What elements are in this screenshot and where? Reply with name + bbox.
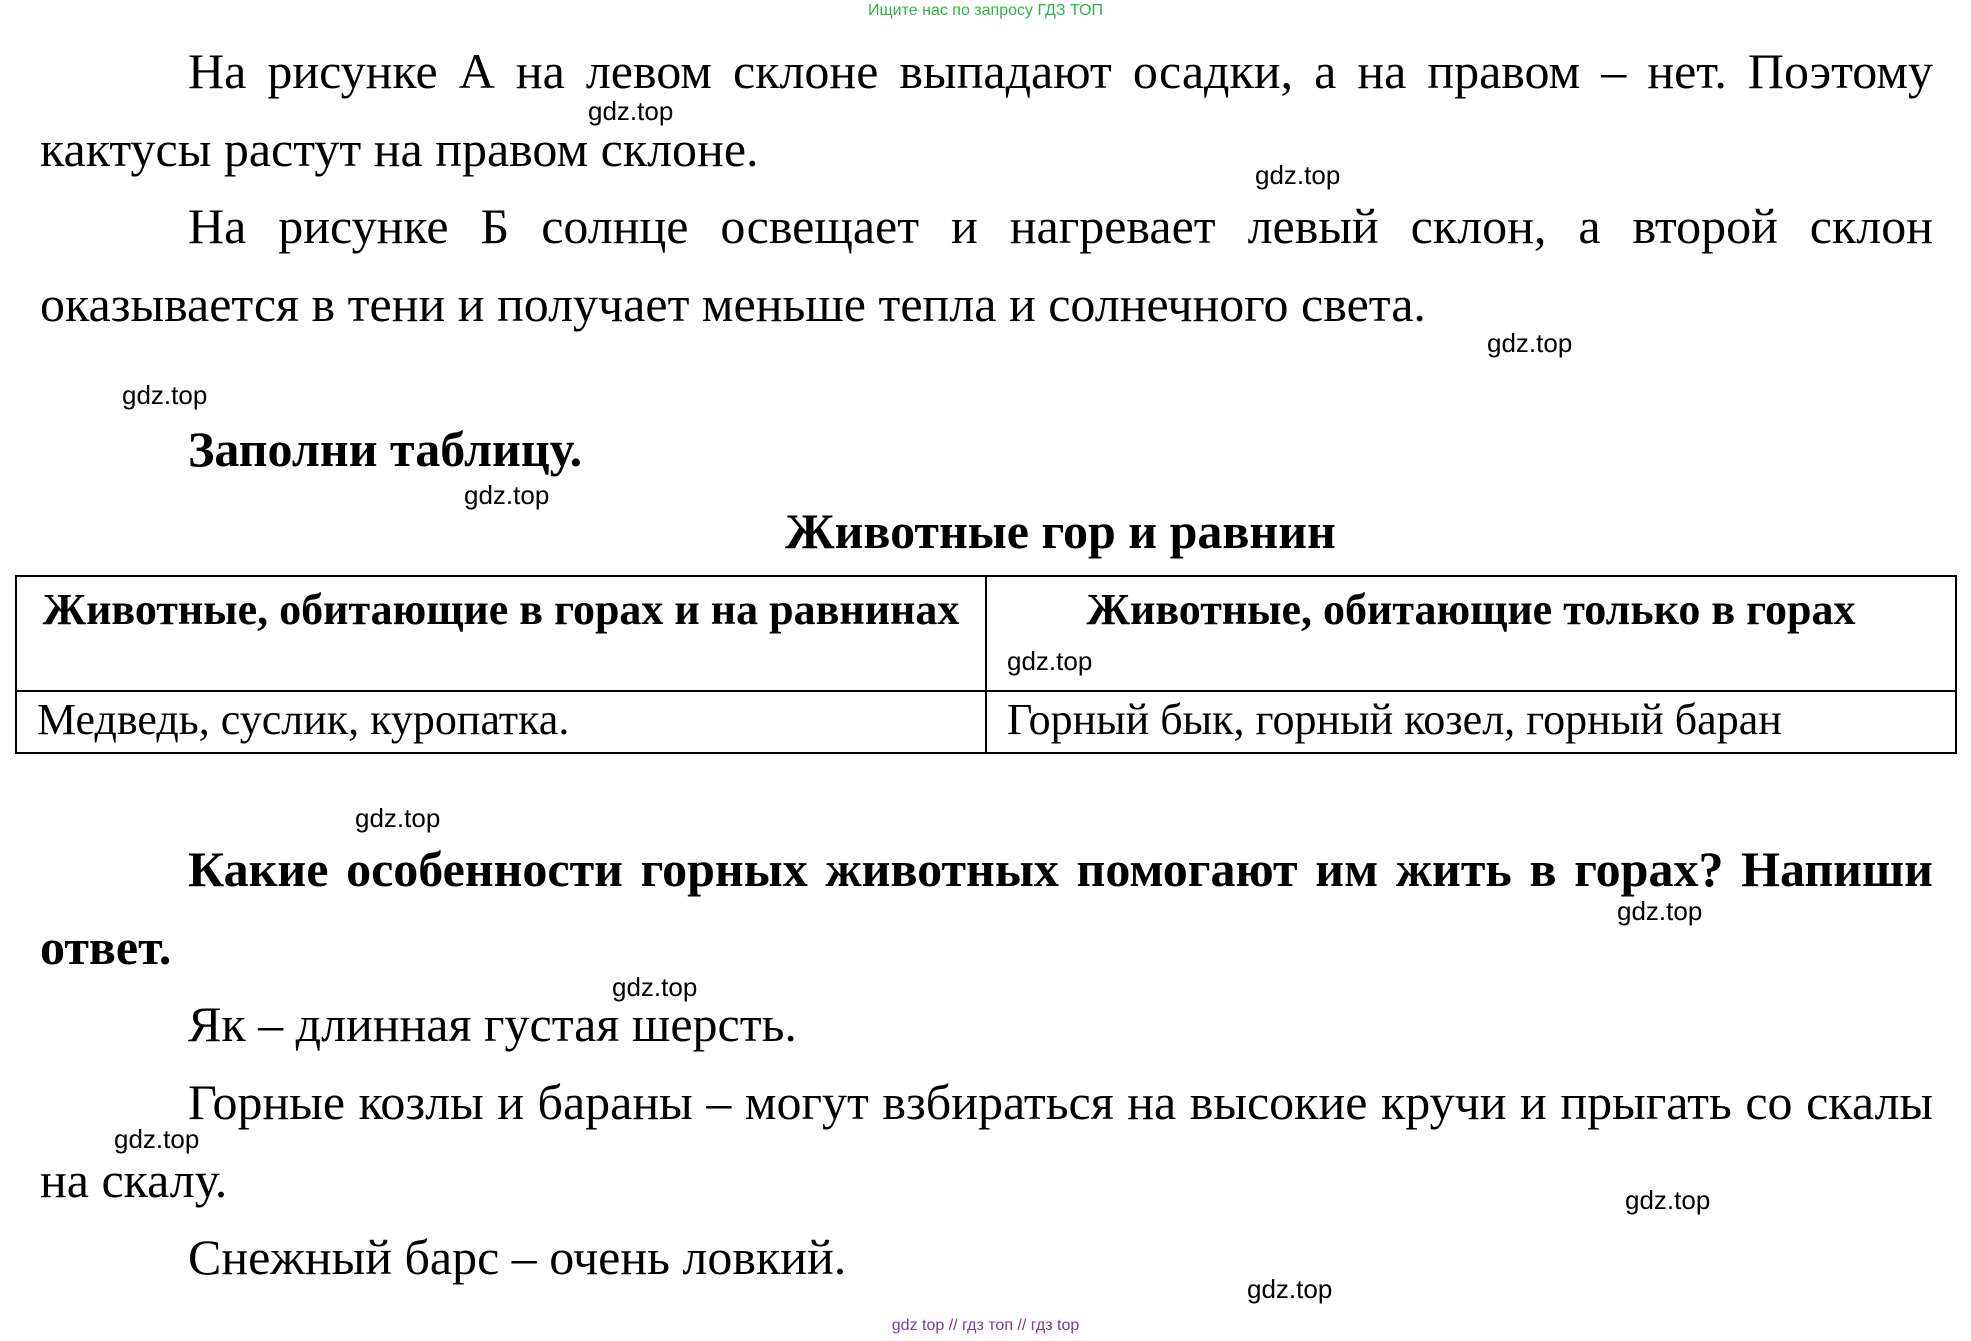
answer-yak: Як – длинная густая шерсть. (188, 996, 797, 1052)
bottom-banner: gdz top // гдз топ // гдз top (891, 1317, 1080, 1334)
watermark: gdz.top (612, 972, 698, 1002)
paragraph-figure-a: На рисунке А на левом склоне выпадают осадки, а на правом – нет. Поэтому кактусы растут на правом склоне. (40, 43, 1933, 177)
answer-goats: Горные козлы и бараны – могут взбираться на высокие кручи и прыгать со скалы на скалу. (40, 1074, 1933, 1208)
table-header-row (16, 576, 1956, 691)
watermark: gdz.top (1247, 1274, 1333, 1304)
watermark: gdz.top (1255, 160, 1341, 190)
watermark: gdz.top (1625, 1185, 1711, 1215)
answer-snow-leopard: Снежный барс – очень ловкий. (188, 1229, 847, 1285)
watermark: gdz.top (1487, 328, 1573, 358)
watermark: gdz.top (1617, 896, 1703, 926)
watermark: gdz.top (464, 480, 550, 510)
animals-table (15, 575, 1957, 754)
paragraph-figure-b: На рисунке Б солнце освещает и нагревает левый склон, а второй склон оказывается в тени и получает меньше тепла и солнечного света. (40, 198, 1933, 332)
table-header-cell: Животные, обитающие только в горах (986, 576, 1956, 691)
table-row (16, 691, 1956, 753)
watermark: gdz.top (114, 1124, 200, 1154)
top-banner: Ищите нас по запросу ГДЗ ТОП (868, 2, 1103, 19)
table-cell: Медведь, суслик, куропатка. (16, 691, 986, 753)
table-cell: Горный бык, горный козел, горный баран (986, 691, 1956, 753)
table-title: Животные гор и равнин (785, 503, 1336, 559)
watermark: gdz.top (355, 803, 441, 833)
task-fill-table-heading: Заполни таблицу. (188, 421, 583, 477)
watermark: gdz.top (1007, 646, 1093, 676)
task-question-heading: Какие особенности горных животных помогают им жить в горах? Напиши ответ. (40, 841, 1933, 975)
watermark: gdz.top (588, 96, 674, 126)
watermark: gdz.top (122, 380, 208, 410)
table-header-cell: Животные, обитающие в горах и на равнинах (16, 576, 986, 691)
